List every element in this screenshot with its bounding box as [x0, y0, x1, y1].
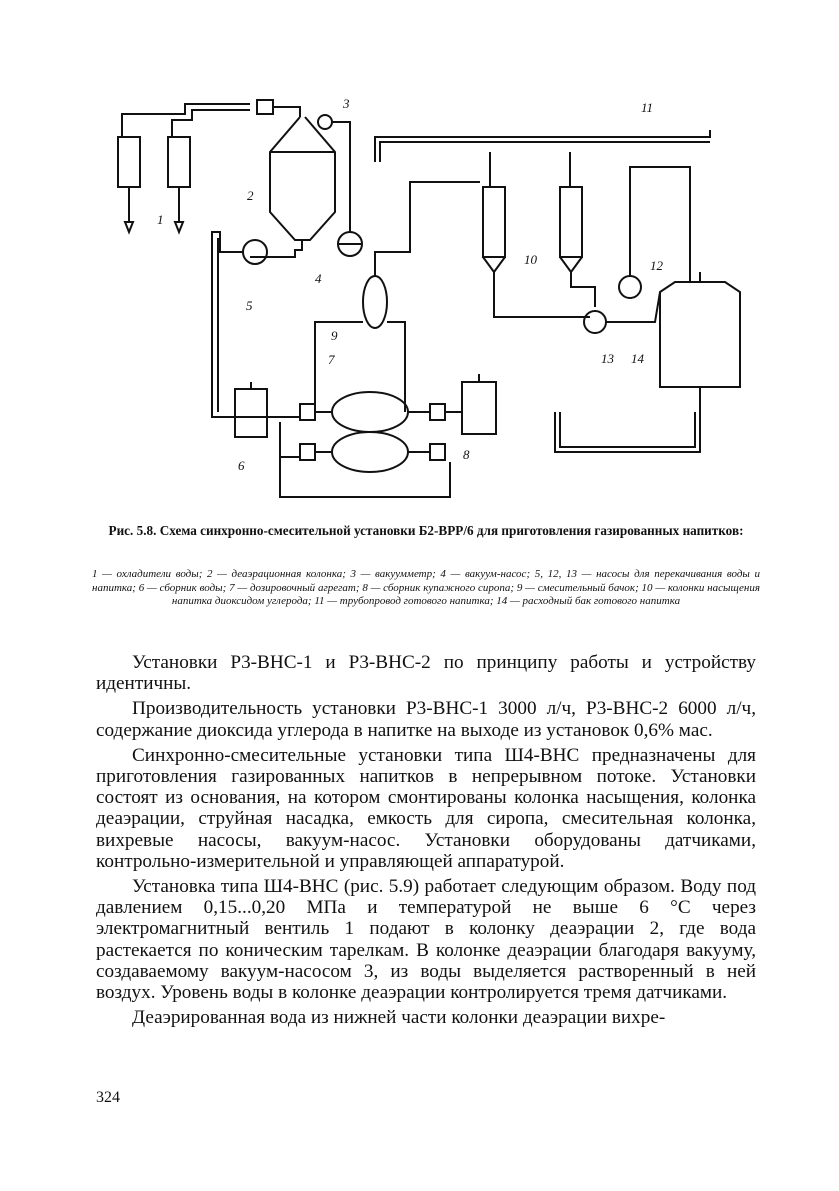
label-1: 1: [157, 212, 164, 227]
label-7: 7: [328, 352, 335, 367]
figure-caption: Рис. 5.8. Схема синхронно-смесительной установки Б2-ВРР/6 для приготовления газированных напитков:: [108, 523, 744, 538]
label-14: 14: [631, 351, 644, 366]
body-text: [96, 652, 756, 1032]
label-4: 4: [315, 271, 322, 286]
label-9: 9: [331, 328, 338, 343]
page-number: 324: [96, 1089, 120, 1106]
label-6: 6: [238, 458, 245, 473]
diagram-svg: [100, 92, 760, 512]
paragraph: Установки Р3-ВНС-1 и Р3-ВНС-2 по принципу работы и устройству идентичны.: [96, 652, 756, 695]
paragraph: Производительность установки Р3-ВНС-1 3000 л/ч, Р3-ВНС-2 6000 л/ч, содержание диоксида углерода в напитке на выходе из установок 0,6% мас.: [96, 698, 756, 741]
label-13: 13: [601, 351, 614, 366]
label-11: 11: [641, 100, 654, 115]
label-10: 10: [524, 252, 537, 267]
paragraph: Деаэрированная вода из нижней части колонки деаэрации вихре-: [132, 1007, 666, 1029]
paragraph: Установка типа Ш4-ВНС (рис. 5.9) работает следующим образом. Воду под давлением 0,15...0,20 МПа и температурой не выше 6 °С через электромагнитный вентиль 1 подают в колонку деаэрации 2, где вода растекается по коническим тарелкам. В колонке деаэрации благодаря вакууму, создаваемому вакуум-насосом 3, из воды выделяется растворенный в ней воздух. Уровень воды в колонке деаэрации контролируется тремя датчиками.: [96, 876, 756, 1004]
label-8: 8: [463, 447, 470, 462]
process-diagram: [100, 92, 760, 512]
figure-legend: 1 — охладители воды; 2 — деаэрационная колонка; 3 — вакуумметр; 4 — вакуум-насос; 5, 12, 13 — насосы для перекачивания воды и напитка; 6 — сборник воды; 7 — дозировочный агрегат; 8 — сборник купажного сиропа; 9 — смесительный бачок; 10 — колонки насыщения напитка диоксидом углерода; 11 — трубопровод готового напитка; 14 — расходный бак готового напитка: [92, 568, 760, 607]
label-3: 3: [343, 96, 350, 111]
paragraph: Синхронно-смесительные установки типа Ш4-ВНС предназначены для приготовления газированных напитков в непрерывном потоке. Установки состоят из основания, на котором смонтированы колонка насыщения, колонка деаэрации, струйная насадка, емкость для сиропа, смесительная колонка, вихревые насосы, вакуум-насос. Установки оборудованы датчиками, контрольно-измерительной и управляющей аппаратурой.: [96, 744, 756, 872]
label-12: 12: [650, 258, 663, 273]
label-5: 5: [246, 298, 253, 313]
label-2: 2: [247, 188, 254, 203]
